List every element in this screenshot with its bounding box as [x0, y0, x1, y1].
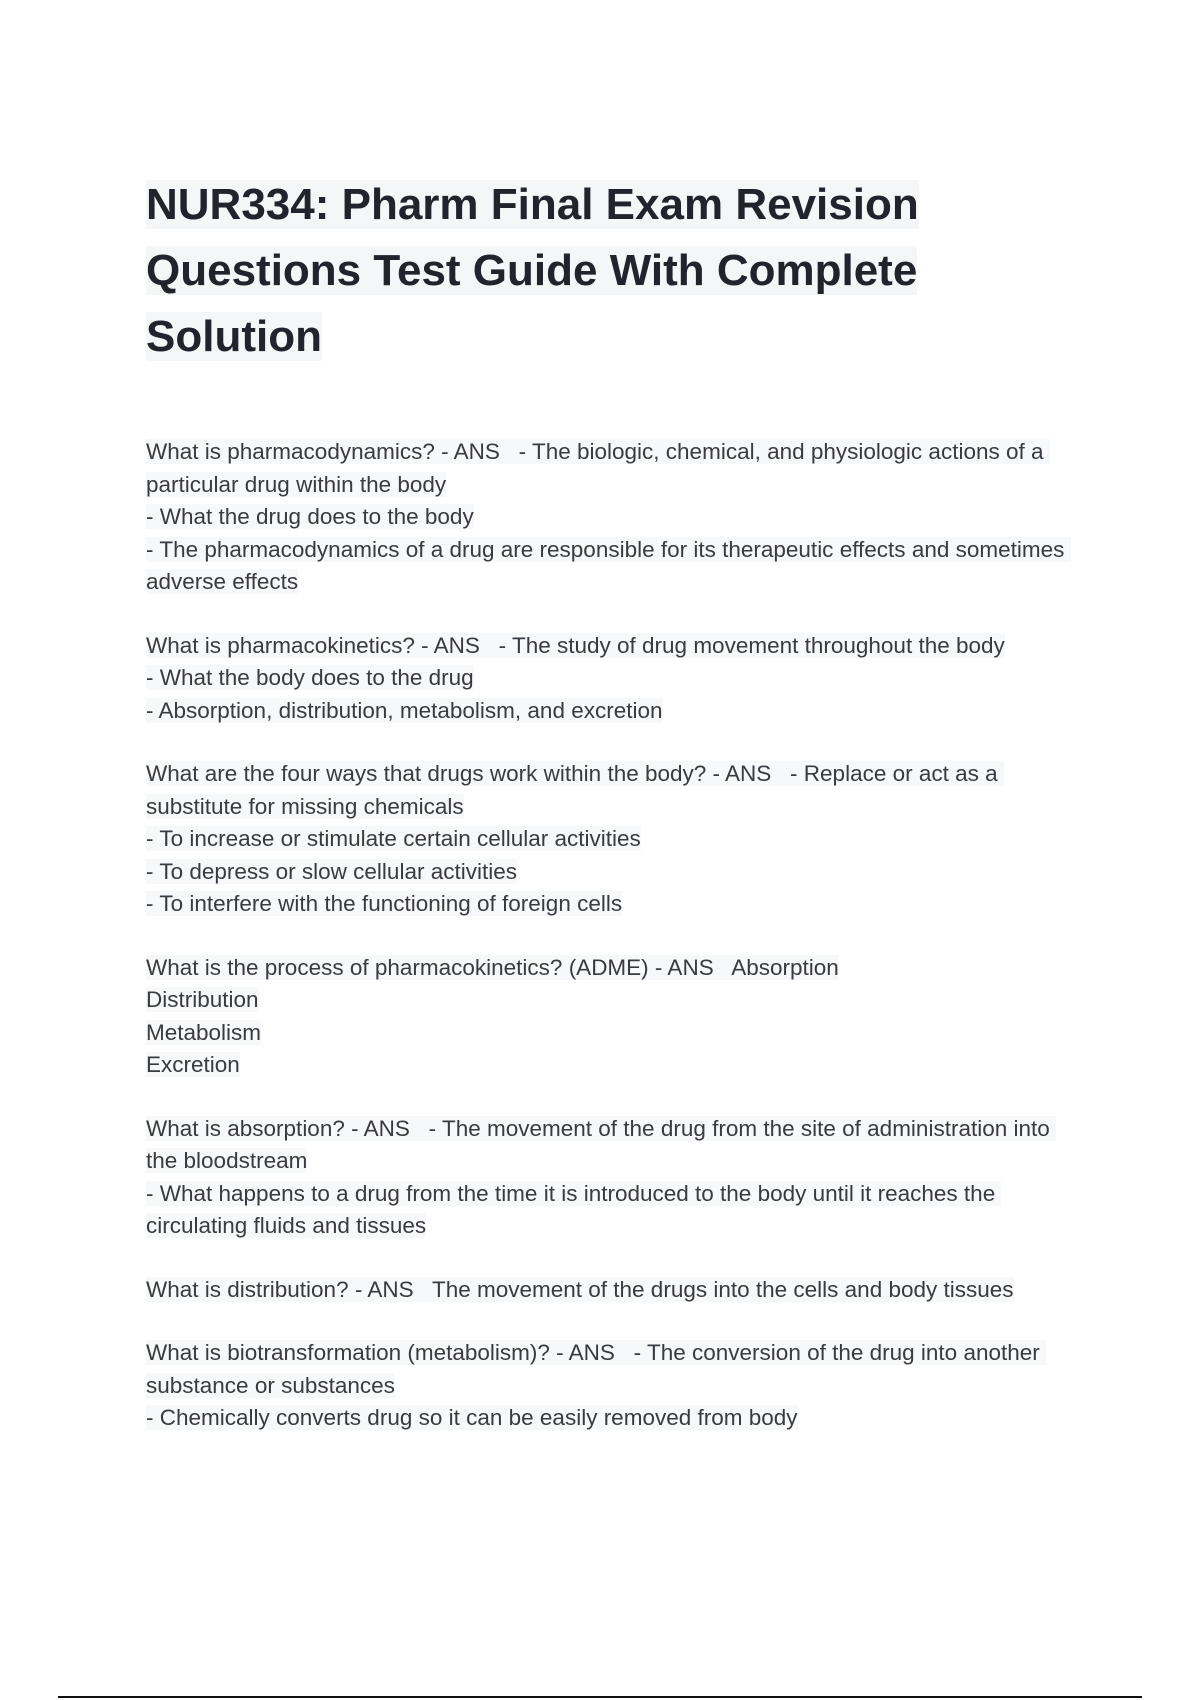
- qa-line: Distribution: [146, 987, 259, 1012]
- qa-line: What are the four ways that drugs work within the body? - ANS - Replace or act as a substitute for missing chemicals: [146, 761, 1004, 819]
- qa-item-7: [146, 1337, 1086, 1435]
- document-title-text: NUR334: Pharm Final Exam Revision Questions Test Guide With Complete Solution: [146, 180, 919, 361]
- qa-line: What is the process of pharmacokinetics? (ADME) - ANS Absorption: [146, 954, 839, 980]
- qa-line: - To increase or stimulate certain cellular activities: [146, 826, 641, 851]
- qa-list: [146, 436, 1086, 1435]
- qa-line: Excretion: [146, 1052, 240, 1077]
- qa-line: Metabolism: [146, 1019, 262, 1045]
- qa-line: - To depress or slow cellular activities: [146, 858, 517, 884]
- qa-item-2: [146, 630, 1086, 728]
- qa-line: What is pharmacokinetics? - ANS - The study of drug movement throughout the body: [146, 632, 1005, 658]
- qa-line: What is pharmacodynamics? - ANS - The biologic, chemical, and physiologic actions of a particular drug within the body: [146, 439, 1050, 497]
- qa-item-4: [146, 952, 1086, 1082]
- qa-item-1: [146, 436, 1086, 599]
- document-page: [146, 172, 1086, 1466]
- qa-line: - Chemically converts drug so it can be easily removed from body: [146, 1405, 798, 1430]
- qa-line: - The pharmacodynamics of a drug are responsible for its therapeutic effects and sometimes adverse effects: [146, 536, 1071, 594]
- qa-line: What is absorption? - ANS - The movement of the drug from the site of administration into the bloodstream: [146, 1115, 1057, 1173]
- qa-line: - What the drug does to the body: [146, 504, 474, 529]
- qa-line: What is distribution? - ANS The movement of the drugs into the cells and body tissues: [146, 1276, 1014, 1302]
- qa-line: - Absorption, distribution, metabolism, and excretion: [146, 697, 663, 723]
- page-bottom-rule: [58, 1696, 1142, 1698]
- qa-line: - To interfere with the functioning of foreign cells: [146, 891, 623, 916]
- qa-line: What is biotransformation (metabolism)? - ANS - The conversion of the drug into another substance or substances: [146, 1340, 1047, 1398]
- qa-item-6: [146, 1274, 1086, 1307]
- qa-line: - What the body does to the drug: [146, 665, 474, 690]
- qa-item-5: [146, 1113, 1086, 1243]
- document-title: [146, 172, 1086, 370]
- qa-item-3: [146, 758, 1086, 921]
- qa-line: - What happens to a drug from the time it is introduced to the body until it reaches the circulating fluids and tissues: [146, 1180, 1002, 1238]
